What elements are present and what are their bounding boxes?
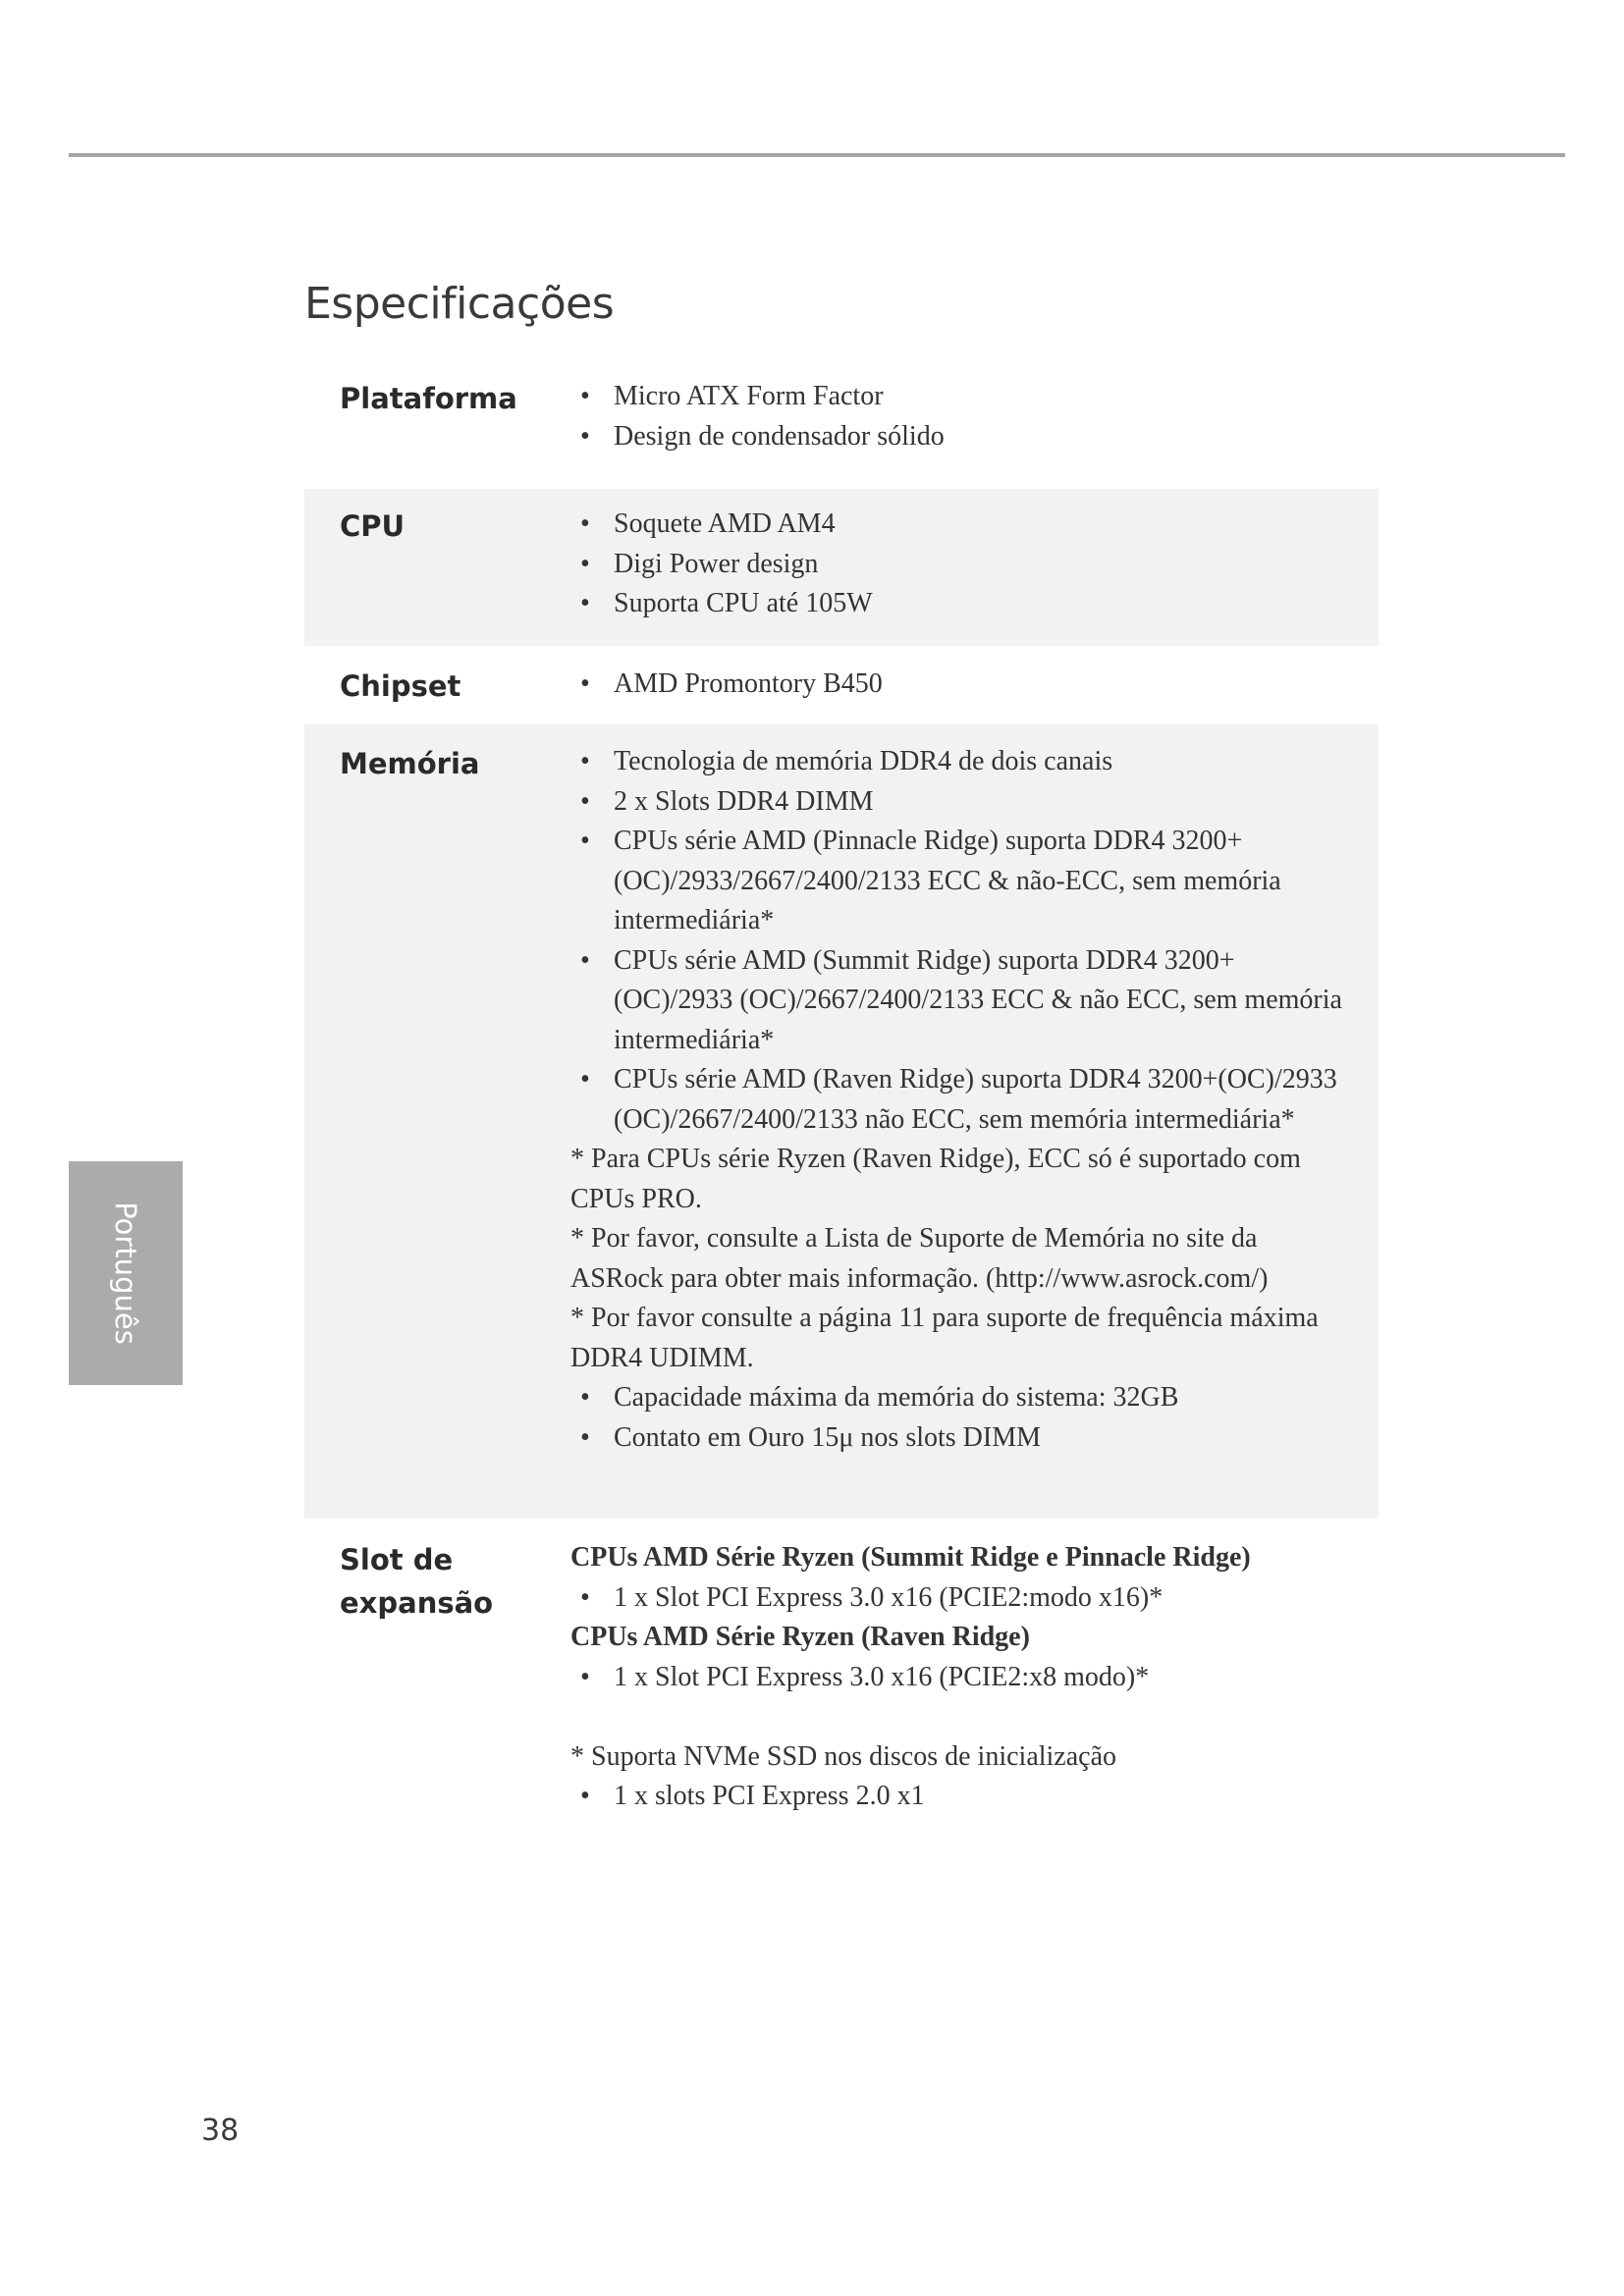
spec-row-memoria <box>304 724 1379 1519</box>
spec-note: * Por favor consulte a página 11 para suporte de frequência máxima DDR4 UDIMM. <box>570 1303 1319 1373</box>
spec-table <box>304 377 1379 1833</box>
spec-item: • CPUs série AMD (Raven Ridge) suporta DDR4 3200+(OC)/2933 (OC)/2667/2400/2133 não ECC, sem memória intermediária* <box>570 1060 1349 1140</box>
spec-item: • Capacidade máxima da memória do sistema: 32GB <box>570 1378 1349 1418</box>
spec-subheading: CPUs AMD Série Ryzen (Summit Ridge e Pinnacle Ridge) <box>570 1542 1251 1573</box>
spec-item: • 2 x Slots DDR4 DIMM <box>570 782 1349 823</box>
spec-item: • Digi Power design <box>570 545 1349 585</box>
spec-item: • Contato em Ouro 15μ nos slots DIMM <box>570 1418 1349 1459</box>
spec-row-cpu <box>304 489 1379 646</box>
spec-item: • CPUs série AMD (Summit Ridge) suporta DDR4 3200+(OC)/2933 (OC)/2667/2400/2133 ECC & não ECC, sem memória intermediária* <box>570 941 1349 1061</box>
page-number: 38 <box>201 2113 240 2148</box>
spec-body-chipset <box>570 646 1379 705</box>
spec-item: • Tecnologia de memória DDR4 de dois canais <box>570 742 1349 782</box>
spec-label-plataforma: Plataforma <box>340 382 517 415</box>
spec-item: • Soquete AMD AM4 <box>570 505 1349 545</box>
spec-body-slot <box>570 1519 1379 1817</box>
spec-note: * Por favor, consulte a Lista de Suporte de Memória no site da ASRock para obter mais informação. (http://www.asrock.com/) <box>570 1223 1269 1294</box>
spec-spacer <box>570 1697 1349 1737</box>
spec-item: • 1 x slots PCI Express 2.0 x1 <box>570 1777 1349 1817</box>
spec-label-cpu: CPU <box>340 509 406 543</box>
spec-item: • Design de condensador sólido <box>570 417 1349 457</box>
spec-label-slot-line1: Slot de <box>340 1543 454 1576</box>
spec-item: • Micro ATX Form Factor <box>570 377 1349 417</box>
spec-label-slot <box>340 1538 493 1625</box>
spec-body-memoria <box>570 724 1379 1458</box>
spec-label-memoria: Memória <box>340 747 480 780</box>
spec-item: • CPUs série AMD (Pinnacle Ridge) suporta DDR4 3200+(OC)/2933/2667/2400/2133 ECC & não-ECC, sem memória intermediária* <box>570 822 1349 941</box>
page-title: Especificações <box>304 279 615 329</box>
spec-item: • 1 x Slot PCI Express 3.0 x16 (PCIE2:modo x16)* <box>570 1578 1349 1619</box>
spec-label-chipset: Chipset <box>340 669 461 703</box>
spec-item: • AMD Promontory B450 <box>570 665 1349 705</box>
spec-row-slot <box>304 1519 1379 1833</box>
language-side-tab <box>69 1161 183 1385</box>
spec-row-chipset <box>304 646 1379 724</box>
spec-body-cpu <box>570 489 1379 624</box>
spec-body-plataforma <box>570 377 1379 456</box>
spec-note: * Para CPUs série Ryzen (Raven Ridge), ECC só é suportado com CPUs PRO. <box>570 1144 1301 1214</box>
header-rule <box>69 153 1565 157</box>
spec-note: * Suporta NVMe SSD nos discos de inicialização <box>570 1740 1117 1772</box>
spec-item: • Suporta CPU até 105W <box>570 584 1349 624</box>
spec-subheading: CPUs AMD Série Ryzen (Raven Ridge) <box>570 1622 1030 1652</box>
spec-row-plataforma <box>304 377 1379 489</box>
spec-item: • 1 x Slot PCI Express 3.0 x16 (PCIE2:x8 modo)* <box>570 1658 1349 1698</box>
spec-label-slot-line2: expansão <box>340 1586 494 1620</box>
language-side-tab-label: Português <box>109 1201 142 1345</box>
